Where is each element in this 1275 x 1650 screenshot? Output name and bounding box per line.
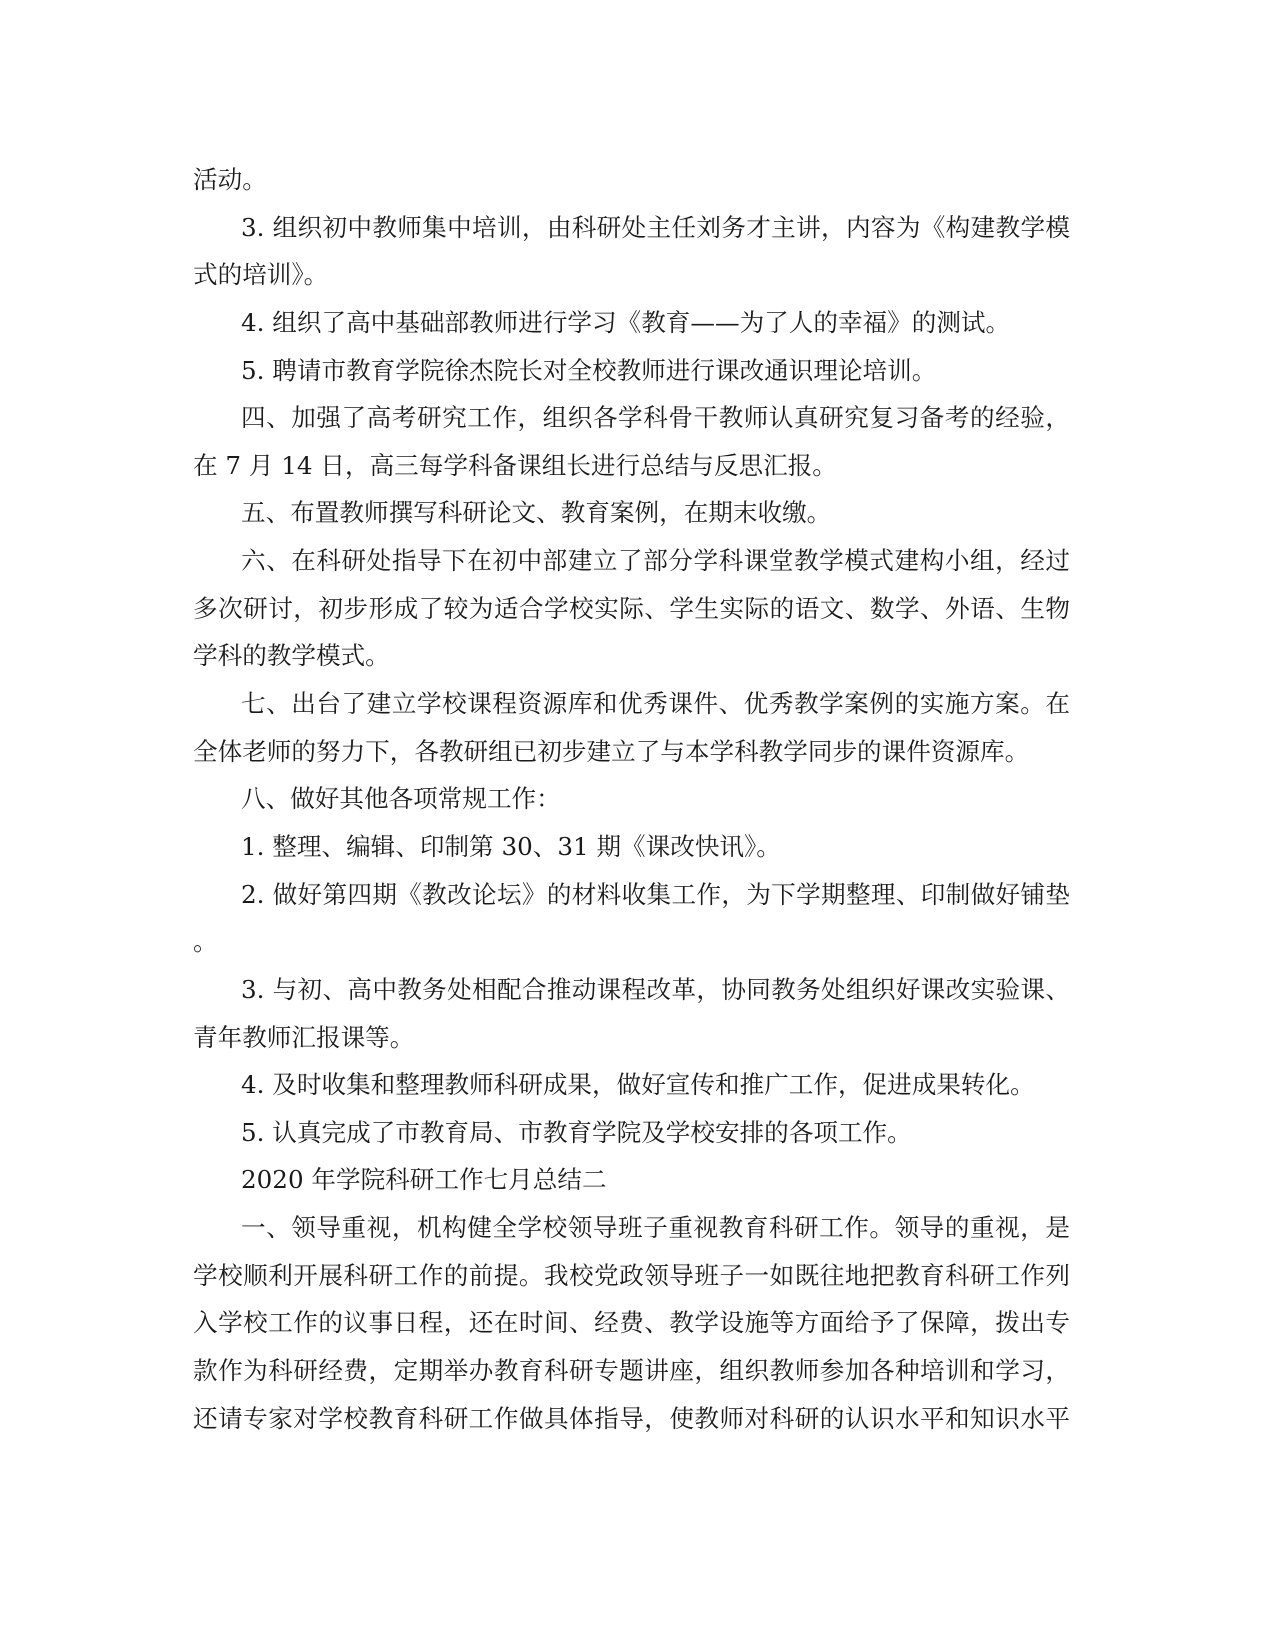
paragraph: [193, 1204, 1070, 1442]
paragraph-line: 六、在科研处指导下在初中部建立了部分学科课堂教学模式建构小组，经过: [241, 546, 1070, 576]
paragraph-line: 一、领导重视，机构健全学校领导班子重视教育科研工作。领导的重视，是: [241, 1213, 1070, 1243]
paragraph-line: 3. 组织初中教师集中培训，由科研处主任刘务才主讲，内容为《构建教学模: [241, 212, 1070, 242]
paragraph-line: 青年教师汇报课等。: [193, 1022, 415, 1052]
paragraph-line: 学科的教学模式。: [193, 641, 390, 671]
paragraph: [193, 871, 1070, 966]
paragraph-line: 在 7 月 14 日，高三每学科备课组长进行总结与反思汇报。: [193, 450, 837, 480]
paragraph-line: 四、加强了高考研究工作，组织各学科骨干教师认真研究复习备考的经验，: [241, 403, 1070, 433]
paragraph: [193, 204, 1070, 299]
paragraph: [193, 489, 1070, 537]
paragraph: [193, 347, 1070, 395]
paragraph-line: 还请专家对学校教育科研工作做具体指导，使教师对科研的认识水平和知识水平: [193, 1403, 1070, 1433]
paragraph: [193, 394, 1070, 489]
paragraph-line: 2. 做好第四期《教改论坛》的材料收集工作，为下学期整理、印制做好铺垫: [241, 879, 1070, 909]
paragraph: [193, 1109, 1070, 1157]
paragraph-line: 款作为科研经费，定期举办教育科研专题讲座，组织教师参加各种培训和学习，: [193, 1356, 1070, 1386]
section-heading: [193, 1156, 1070, 1204]
paragraph-line: 5. 认真完成了市教育局、市教育学院及学校安排的各项工作。: [241, 1117, 912, 1147]
paragraph-line: 1. 整理、编辑、印制第 30、31 期《课改快讯》。: [241, 831, 781, 861]
paragraph-line: 学校顺利开展科研工作的前提。我校党政领导班子一如既往地把教育科研工作列: [193, 1260, 1070, 1290]
paragraph-line: 5. 聘请市教育学院徐杰院长对全校教师进行课改通识理论培训。: [241, 355, 937, 385]
paragraph: [193, 299, 1070, 347]
paragraph: [193, 823, 1070, 871]
paragraph-line: 3. 与初、高中教务处相配合推动课程改革，协同教务处组织好课改实验课、: [241, 974, 1070, 1004]
paragraph: [193, 156, 1070, 204]
paragraph-line: 八、做好其他各项常规工作：: [241, 784, 561, 814]
paragraph-line: 式的培训》。: [193, 260, 329, 290]
paragraph-line: 4. 及时收集和整理教师科研成果，做好宣传和推广工作，促进成果转化。: [241, 1070, 1035, 1100]
paragraph-line: 全体老师的努力下，各教研组已初步建立了与本学科教学同步的课件资源库。: [193, 736, 1030, 766]
section-heading-text: 2020 年学院科研工作七月总结二: [241, 1165, 607, 1195]
paragraph-line: 。: [193, 927, 218, 957]
document-body: [193, 156, 1070, 1442]
paragraph-line: 七、出台了建立学校课程资源库和优秀课件、优秀教学案例的实施方案。在: [241, 689, 1070, 719]
paragraph-line: 入学校工作的议事日程，还在时间、经费、教学设施等方面给予了保障，拨出专: [193, 1308, 1070, 1338]
paragraph-line: 五、布置教师撰写科研论文、教育案例，在期末收缴。: [241, 498, 832, 528]
paragraph: [193, 1061, 1070, 1109]
paragraph-line: 4. 组织了高中基础部教师进行学习《教育——为了人的幸福》的测试。: [241, 307, 1011, 337]
paragraph: [193, 775, 1070, 823]
paragraph: [193, 537, 1070, 680]
paragraph-line: 活动。: [193, 165, 267, 194]
paragraph-line: 多次研讨，初步形成了较为适合学校实际、学生实际的语文、数学、外语、生物: [193, 593, 1070, 623]
paragraph: [193, 680, 1070, 775]
paragraph: [193, 966, 1070, 1061]
